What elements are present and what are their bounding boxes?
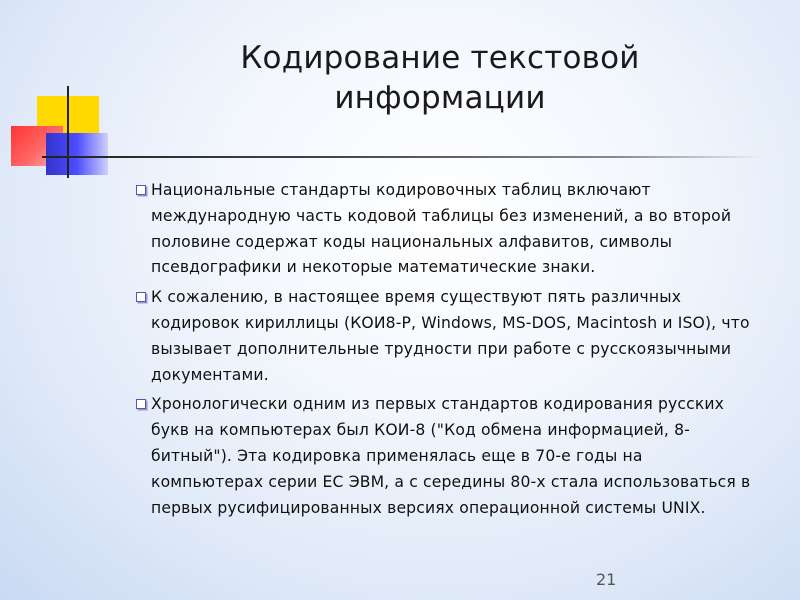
bullet-text: К сожалению, в настоящее время существуют пять различных кодировок кириллицы (КОИ8-Р, Windows, MS-DOS, Macintosh и ISO), что вызывает дополнительные трудности при работе с русскоязычными документами. [151,288,750,384]
page-number: 21 [596,570,617,589]
bullet-list [136,178,758,525]
square-bullet-icon [136,292,146,302]
title-divider [42,156,760,158]
bullet-item [136,392,758,521]
blue-square [46,133,108,175]
bullet-text: Национальные стандарты кодировочных таблиц включают международную часть кодовой таблицы без изменений, а во второй половине содержат коды национальных алфавитов, символы псевдографики и некоторые математические знаки. [151,181,732,277]
bullet-item [136,285,758,388]
bullet-text: Хронологически одним из первых стандартов кодирования русских букв на компьютерах был КОИ-8 ("Код обмена информацией, 8-битный"). Эта кодировка применялась еще в 70-е годы на компьютерах серии ЕС ЭВМ, а с середины 80-х стала использоваться в первых русифицированных версиях операционной системы UNIX. [151,395,751,517]
decorative-squares [0,0,130,190]
bullet-item [136,178,758,281]
square-bullet-icon [136,185,146,195]
square-bullet-icon [136,399,146,409]
slide-title: Кодирование текстовой информации [240,40,640,116]
vertical-rule [67,86,69,178]
